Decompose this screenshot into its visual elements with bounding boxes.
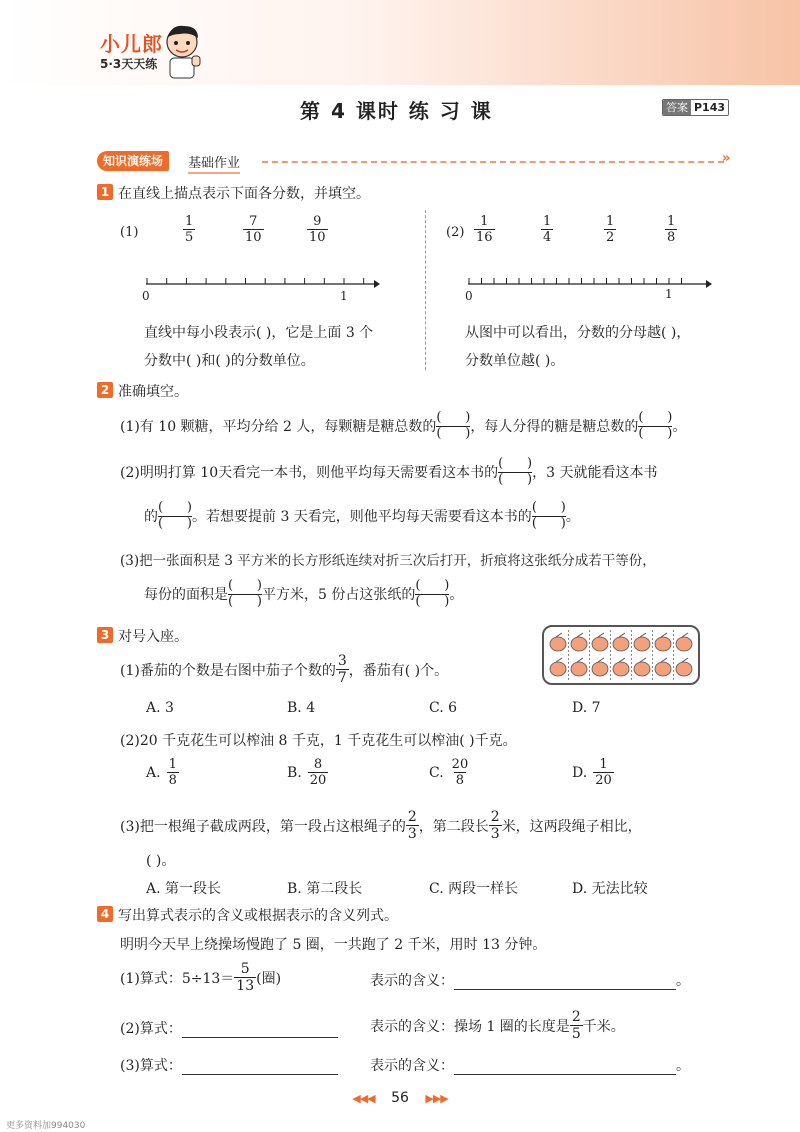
answer-blank[interactable] [228,580,262,608]
eggplant-icon [676,637,692,651]
eggplant-icon [550,637,566,651]
question-number: 1 [97,184,113,200]
eggplant-icon [571,637,587,651]
text-segment: 每份的面积是 [144,587,228,603]
page-footer [0,1090,800,1106]
fraction: $\frac{8}{20}$ [309,757,327,788]
row-meaning [370,1055,690,1075]
text-segment: 千米。 [582,1018,625,1035]
fraction: $\frac{9}{10}$ [309,214,326,245]
text-segment: ，第二段长 [418,818,489,835]
sub-question [120,654,448,685]
text-segment: (2)明明打算 10天看完一本书，则他平均每天需要看这本书的 [120,465,499,481]
text-segment: 的 [144,509,158,525]
text-segment: (3)把一根绳子截成两段，第一段占这根绳子的 [120,818,406,835]
eggplant-icon [634,662,650,676]
axis-start-label: 0 [142,289,150,303]
eggplant-stem [619,633,625,637]
sub-question [120,412,686,440]
fraction: $\frac{3}{7}$ [337,653,347,686]
question-prompt: 写出算式表示的含义或根据表示的含义列式。 [118,908,398,924]
answer-line[interactable] [182,1024,338,1038]
fraction: $\frac{2}{5}$ [571,1009,581,1042]
question-context: 明明今天早上绕操场慢跑了 5 圈，一共跑了 2 千米，用时 13 分钟。 [120,937,547,953]
row-formula [120,1055,338,1075]
eggplant-icon [655,637,671,651]
text-segment: 。 [565,509,580,525]
lesson-title: 第 4 课时 练 习 课 [300,99,493,123]
eggplant-stem [556,658,562,662]
fraction: $\frac{2}{3}$ [490,809,500,842]
eggplant-icon [592,637,608,651]
arrow-right-icon: ▶▶▶ [425,1092,448,1105]
axis-end-label: 1 [665,287,673,301]
eggplant-icon [613,637,629,651]
text-segment: 平方米，5 份占这张纸的 [262,587,416,603]
eggplant-stem [598,658,604,662]
fraction: $\frac{20}{8}$ [451,757,469,788]
fraction: $\frac{1}{5}$ [185,214,194,245]
text-segment: 米，这两段绳子相比， [501,818,642,835]
text-segment: 。 [672,419,687,435]
sub-question [120,810,642,841]
text-segment: ，每人分得的糖是糖总数的 [470,419,639,435]
answer-blank[interactable] [415,580,449,608]
option-letter: B. [287,764,302,781]
page-number: 56 [391,1090,409,1106]
text-segment: 。若想要提前 3 天看完，则他平均每天需要看这本书的 [192,509,532,525]
answer-blank[interactable] [498,458,532,486]
section-subtitle: 基础作业 [188,152,240,174]
answer-page: P143 [694,101,726,114]
row-meaning [370,1010,625,1041]
eggplant-icon-grid [544,627,698,683]
sub-question-cont [144,580,463,608]
eggplant-stem [682,633,688,637]
question-prompt: 对号入座。 [118,629,188,645]
number-line[interactable] [460,272,712,288]
question-number: 4 [97,906,113,922]
arrow-left-icon: ◀◀◀ [352,1092,375,1105]
fraction: $\frac{2}{3}$ [407,809,417,842]
fill-blank-text: 分数中( )和( )的分数单位。 [144,353,315,369]
eggplant-stem [598,633,604,637]
option-letter: A. [146,764,161,781]
question-number: 2 [97,382,113,398]
number-line[interactable] [138,272,380,288]
fraction: $\frac{1}{8}$ [667,214,676,245]
sub-question: (3)把一张面积是 3 平方米的长方形纸连续对折三次后打开，折痕将这张纸分成若干等份， [120,553,656,569]
text-segment: (1)番茄的个数是右图中茄子个数的 [120,662,336,679]
option-a[interactable]: A. 第一段长 [146,881,222,897]
row-meaning [370,970,690,990]
option-c[interactable] [429,758,470,787]
text-segment: (1)算式：5÷13＝ [120,970,235,987]
eggplant-stem [661,658,667,662]
answer-key-label: 答案 [663,100,691,115]
option-letter: D. [572,764,588,781]
text-segment: ，番茄有( )个。 [348,662,449,679]
text-segment: (1)有 10 颗糖，平均分给 2 人，每颗糖是糖总数的 [120,419,437,435]
answer-line[interactable] [454,976,676,990]
eggplant-icon [592,662,608,676]
eggplant-icon [613,662,629,676]
text-segment: (2)算式： [120,1021,182,1037]
eggplant-stem [556,633,562,637]
eggplant-icon [676,662,692,676]
option-d[interactable] [572,758,614,787]
eggplant-icon [550,662,566,676]
watermark: 更多资料加994030 [6,1121,86,1131]
fraction: $\frac{5}{13}$ [236,961,255,994]
option-b[interactable]: B. 第二段长 [287,881,363,897]
text-segment: 。 [676,1058,690,1074]
brand-logo: 小儿郎 [100,32,163,56]
text-segment: 表示的含义： [370,973,454,989]
section-badge: 知识演练场 [97,151,169,171]
answer-line[interactable] [182,1061,338,1075]
question-number: 3 [97,627,113,643]
text-segment: 。 [676,973,690,989]
question-prompt: 在直线上描点表示下面各分数，并填空。 [118,186,370,202]
option-a[interactable]: A. 3 [146,700,174,716]
option-a[interactable] [146,758,179,787]
eggplant-icon [634,637,650,651]
row-formula [120,1018,338,1038]
fill-blank-text: 直线中每小段表示( )，它是上面 3 个 [144,325,374,341]
eggplant-stem [619,658,625,662]
chevron-right-icon: » [722,151,731,166]
answer-blank[interactable] [436,412,470,440]
text-segment: 。 [449,587,464,603]
answer-paren[interactable]: ( )。 [146,853,176,869]
text-segment: 表示的含义：操场 1 圈的长度是 [370,1018,570,1035]
answer-tag [662,99,729,116]
sub-question-cont [144,502,580,530]
brand-series: 5·3天天练 [100,57,158,71]
fraction: $\frac{1}{2}$ [606,214,615,245]
fraction: $\frac{1}{8}$ [168,757,177,788]
fraction: $\frac{1}{4}$ [543,214,552,245]
column-divider [425,210,426,370]
eggplant-icon [571,662,587,676]
section-divider [262,161,724,163]
text-segment: (圈) [256,970,282,987]
eggplant-stem [577,633,583,637]
text-segment: ，3 天就能看这本书 [532,465,658,481]
option-b[interactable] [287,758,328,787]
option-letter: C. [429,764,444,781]
option-d[interactable]: D. 无法比较 [572,881,648,897]
eggplant-tray-image [542,625,700,685]
axis-end-label: 1 [340,289,348,303]
option-d[interactable]: D. 7 [572,700,601,716]
part-label: (1) [120,225,139,240]
answer-blank[interactable] [638,412,672,440]
answer-blank[interactable] [158,502,192,530]
fraction: $\frac{1}{16}$ [476,214,493,245]
sub-question: (2)20 千克花生可以榨油 8 千克，1 千克花生可以榨油( )千克。 [120,733,517,749]
fill-blank-text: 分数单位越( )。 [465,353,565,369]
option-b[interactable]: B. 4 [287,700,316,716]
mascot-icon [160,22,206,80]
fill-blank-text: 从图中可以看出，分数的分母越( )， [465,325,691,341]
option-c[interactable]: C. 两段一样长 [429,881,519,897]
fraction: $\frac{1}{20}$ [595,757,612,788]
part-label: (2) [446,225,465,240]
eggplant-stem [577,658,583,662]
fraction: $\frac{7}{10}$ [245,214,262,245]
answer-blank[interactable] [532,502,566,530]
eggplant-stem [640,633,646,637]
option-c[interactable]: C. 6 [429,700,458,716]
eggplant-stem [661,633,667,637]
eggplant-stem [682,658,688,662]
row-formula [120,962,281,993]
axis-start-label: 0 [465,289,473,303]
answer-line[interactable] [454,1061,676,1075]
question-prompt: 准确填空。 [118,384,188,400]
text-segment: (3)算式： [120,1058,182,1074]
sub-question [120,458,657,486]
eggplant-stem [640,658,646,662]
text-segment: 表示的含义： [370,1058,454,1074]
eggplant-icon [655,662,671,676]
